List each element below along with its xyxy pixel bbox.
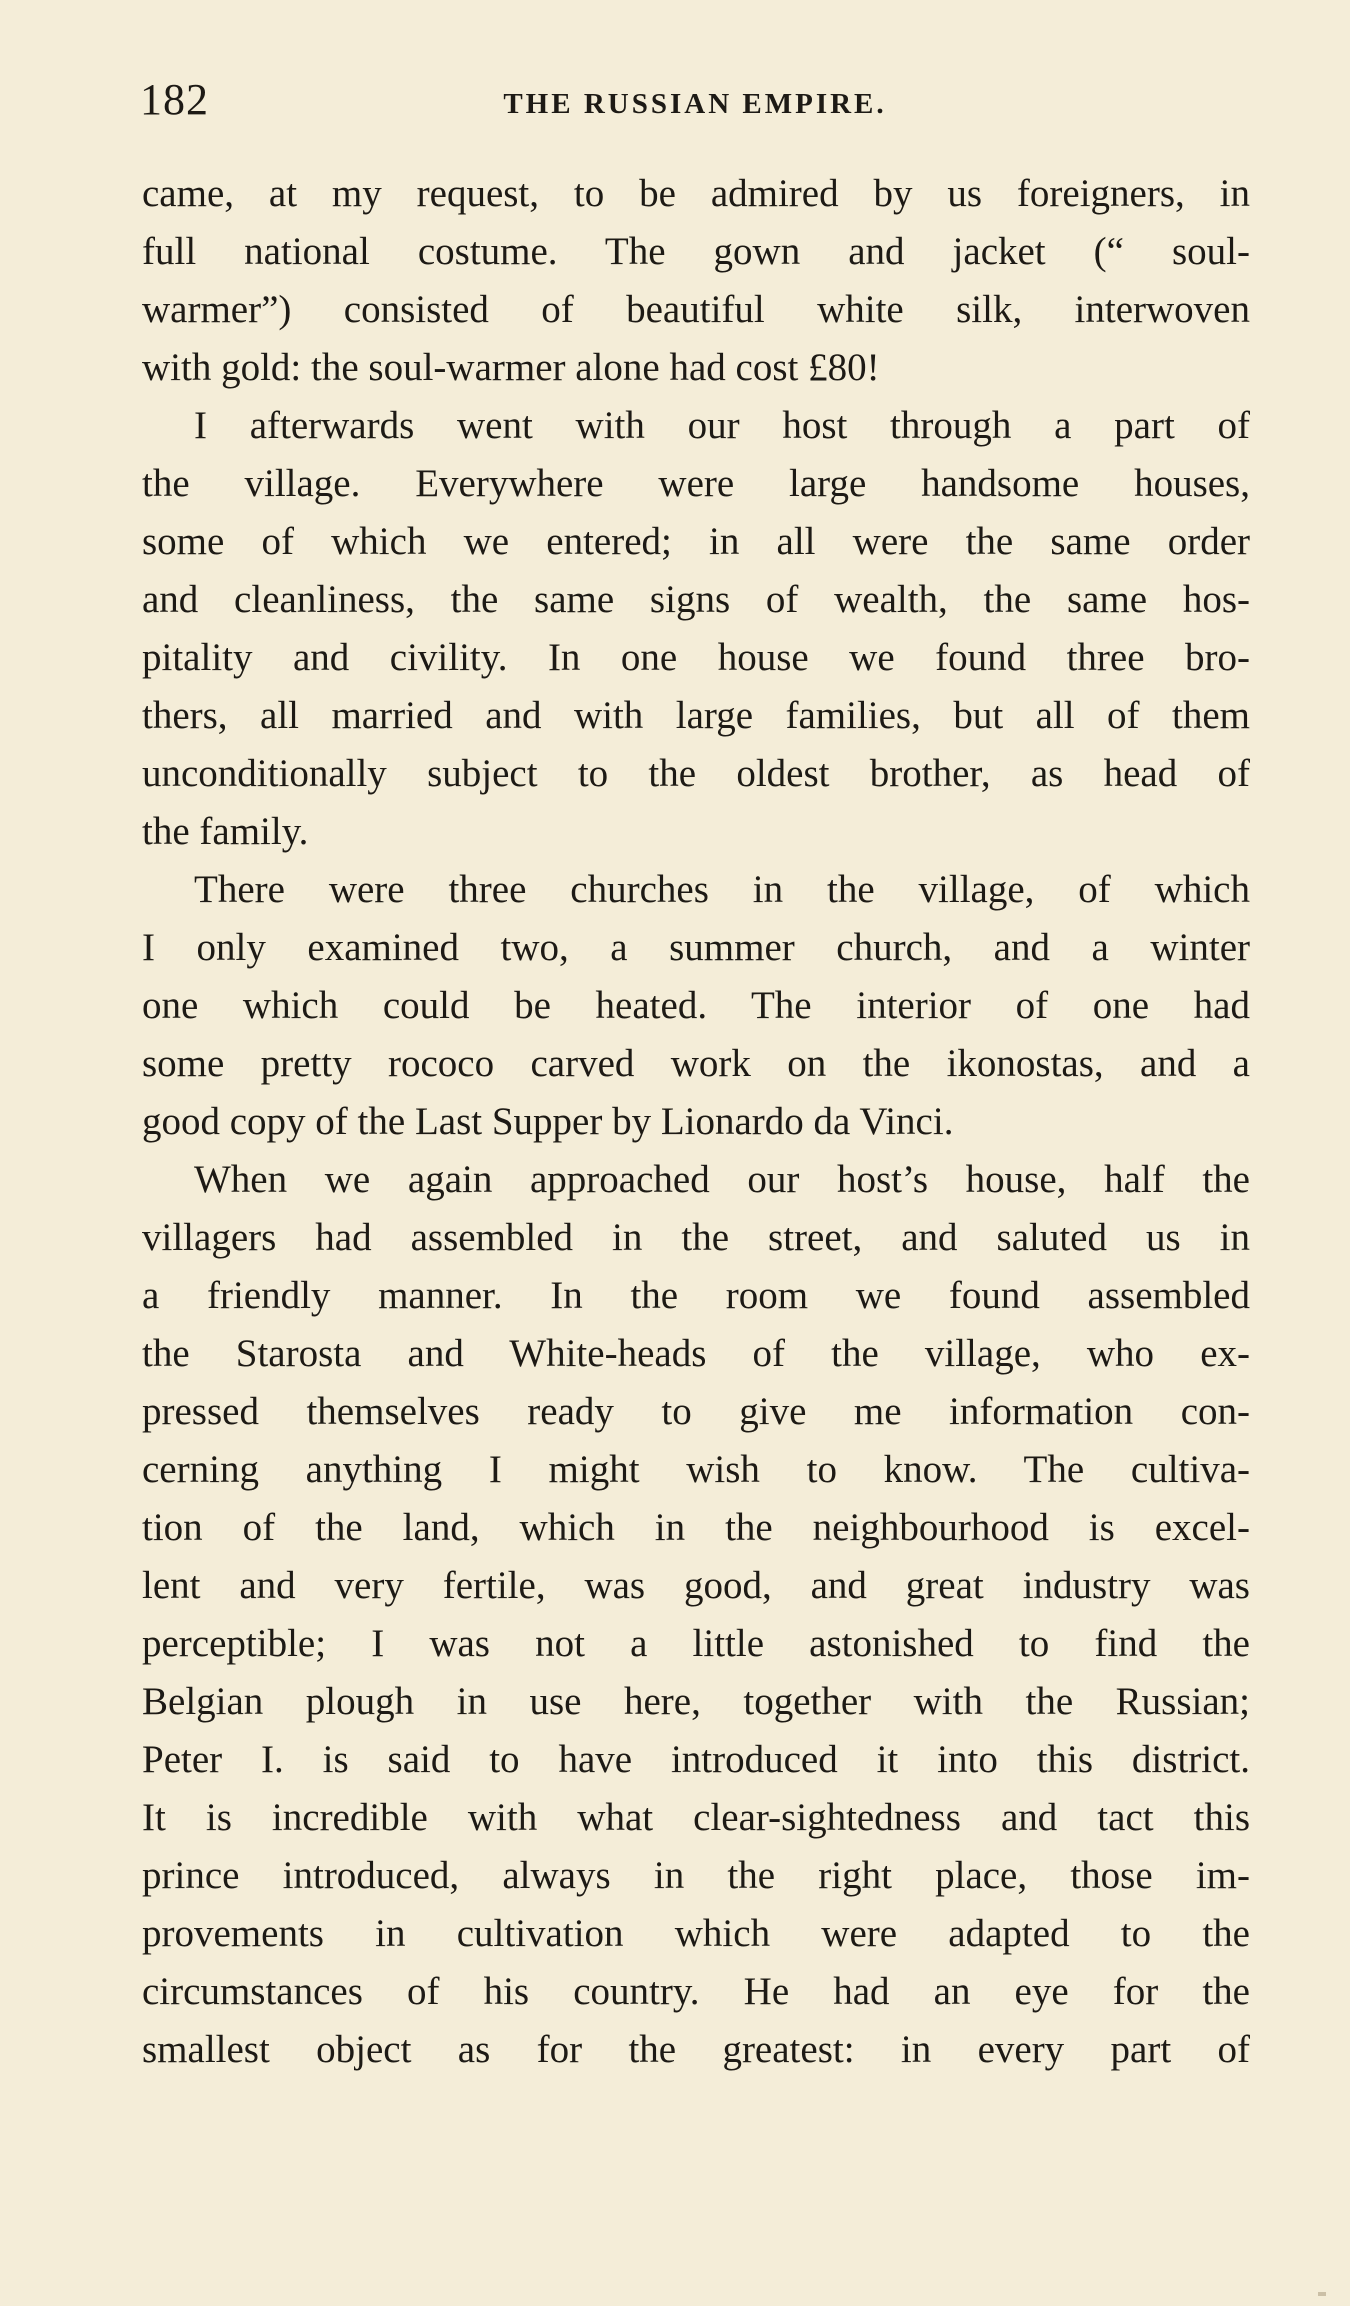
text-line: some of which we entered; in all were the same order xyxy=(142,520,1250,563)
text-line: one which could be heated. The interior of one had xyxy=(142,984,1250,1027)
text-line: Peter I. is said to have introduced it into this district. xyxy=(142,1738,1250,1781)
text-line: provements in cultivation which were adapted to the xyxy=(142,1912,1250,1955)
text-line: It is incredible with what clear-sightedness and tact this xyxy=(142,1796,1250,1839)
text-line: circumstances of his country. He had an eye for the xyxy=(142,1970,1250,2013)
text-line: thers, all married and with large families, but all of them xyxy=(142,694,1250,737)
text-line: Belgian plough in use here, together with the Russian; xyxy=(142,1680,1250,1723)
text-line: perceptible; I was not a little astonished to find the xyxy=(142,1622,1250,1665)
page-number: 182 xyxy=(140,75,209,124)
paragraph-first-line: When we again approached our host’s house, half the xyxy=(194,1158,1250,1201)
text-line: with gold: the soul-warmer alone had cost £80! xyxy=(142,346,880,389)
text-line: villagers had assembled in the street, and saluted us in xyxy=(142,1216,1250,1259)
text-line: prince introduced, always in the right place, those im- xyxy=(142,1854,1250,1897)
text-line: I only examined two, a summer church, and a winter xyxy=(142,926,1250,969)
text-line: cerning anything I might wish to know. The cultiva- xyxy=(142,1448,1250,1491)
text-line: smallest object as for the greatest: in every part of xyxy=(142,2028,1250,2071)
text-line: warmer”) consisted of beautiful white silk, interwoven xyxy=(142,288,1250,331)
text-line: unconditionally subject to the oldest brother, as head of xyxy=(142,752,1250,795)
text-line: pressed themselves ready to give me information con- xyxy=(142,1390,1250,1433)
paragraph-first-line: There were three churches in the village, of which xyxy=(194,868,1250,911)
paragraph-first-line: I afterwards went with our host through a part of xyxy=(194,404,1250,447)
running-title: THE RUSSIAN EMPIRE. xyxy=(503,88,887,120)
text-line: the village. Everywhere were large handsome houses, xyxy=(142,462,1250,505)
text-line: some pretty rococo carved work on the ikonostas, and a xyxy=(142,1042,1250,1085)
body-text xyxy=(142,165,1250,2079)
text-line: came, at my request, to be admired by us foreigners, in xyxy=(142,172,1250,215)
text-line: full national costume. The gown and jacket (“ soul- xyxy=(142,230,1250,273)
text-line: good copy of the Last Supper by Lionardo da Vinci. xyxy=(142,1100,954,1143)
text-line: lent and very fertile, was good, and great industry was xyxy=(142,1564,1250,1607)
text-line: the family. xyxy=(142,810,309,853)
text-line: the Starosta and White-heads of the village, who ex- xyxy=(142,1332,1250,1375)
page-header xyxy=(140,74,1250,134)
text-line: a friendly manner. In the room we found assembled xyxy=(142,1274,1250,1317)
text-line: and cleanliness, the same signs of wealth, the same hos- xyxy=(142,578,1250,621)
text-line: tion of the land, which in the neighbourhood is excel- xyxy=(142,1506,1250,1549)
paper-speck xyxy=(1318,2292,1326,2296)
text-line: pitality and civility. In one house we found three bro- xyxy=(142,636,1250,679)
